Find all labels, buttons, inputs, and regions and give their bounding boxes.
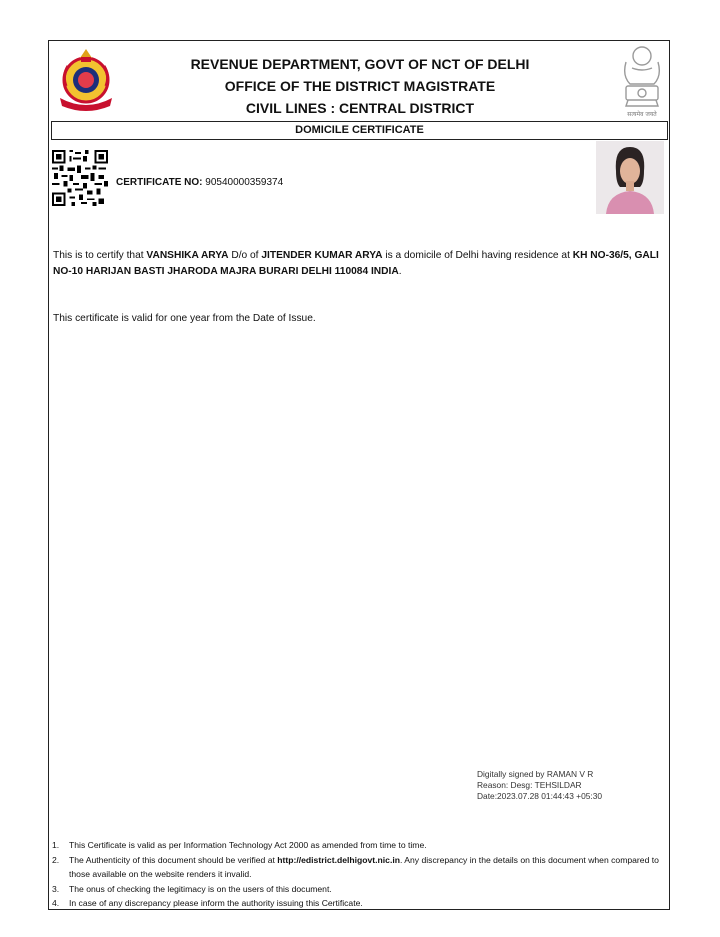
applicant-photo — [596, 141, 664, 214]
note-number: 4. — [52, 898, 60, 908]
verification-link[interactable]: http://edistrict.delhigovt.nic.in — [277, 854, 400, 865]
holder-name: VANSHIKA ARYA — [146, 250, 229, 261]
statement-text: D/o of — [228, 250, 262, 261]
statement-text: . — [398, 266, 402, 277]
header-department: REVENUE DEPARTMENT, GOVT OF NCT OF DELHI — [190, 56, 530, 72]
emblem-caption: सत्यमेव जयते — [627, 111, 657, 118]
notes-list — [52, 838, 668, 911]
signature-signed-by: Digitally signed by RAMAN V R — [477, 769, 594, 779]
statement-text: This is to certify that — [53, 250, 147, 261]
note-text: In case of any discrepancy please inform the authority issuing this Certificate. — [69, 898, 363, 908]
residence-address: KH NO-36/5, GALI NO-10 HARIJAN BASTI JHARODA MAJRA BURARI DELHI 110084 INDIA — [53, 250, 659, 277]
note-text-part: . Any discrepancy in the details on this document when compared to those available on the website renders it invalid. — [69, 854, 659, 879]
note-number: 3. — [52, 883, 60, 894]
document-title: DOMICILE CERTIFICATE — [51, 121, 668, 140]
note-item — [52, 882, 668, 897]
note-item — [52, 838, 668, 853]
note-item — [52, 853, 668, 882]
qr-code-icon — [52, 150, 108, 206]
certificate-statement — [53, 248, 669, 280]
certificate-number-value: 90540000359374 — [205, 177, 284, 188]
digital-signature — [477, 769, 602, 802]
header-district: CIVIL LINES : CENTRAL DISTRICT — [245, 100, 475, 116]
header-office: OFFICE OF THE DISTRICT MAGISTRATE — [224, 78, 496, 94]
certificate-number — [116, 177, 283, 188]
signature-reason: Reason: Desg: TEHSILDAR — [477, 780, 582, 790]
father-name: JITENDER KUMAR ARYA — [261, 250, 383, 261]
note-number: 1. — [52, 840, 60, 850]
validity-statement: This certificate is valid for one year from the Date of Issue. — [53, 313, 316, 324]
note-text: The onus of checking the legitimacy is on the users of this document. — [69, 883, 332, 894]
signature-date: Date:2023.07.28 01:44:43 +05:30 — [477, 791, 603, 801]
note-text — [69, 853, 668, 882]
note-number: 2. — [52, 854, 60, 865]
certificate-number-label: CERTIFICATE NO: — [116, 177, 203, 188]
note-text: This Certificate is valid as per Information Technology Act 2000 as amended from time to time. — [69, 840, 427, 850]
note-text-part: The Authenticity of this document should be verified at — [69, 854, 278, 865]
statement-text: is a domicile of Delhi having residence at — [382, 250, 573, 261]
note-item — [52, 896, 668, 911]
